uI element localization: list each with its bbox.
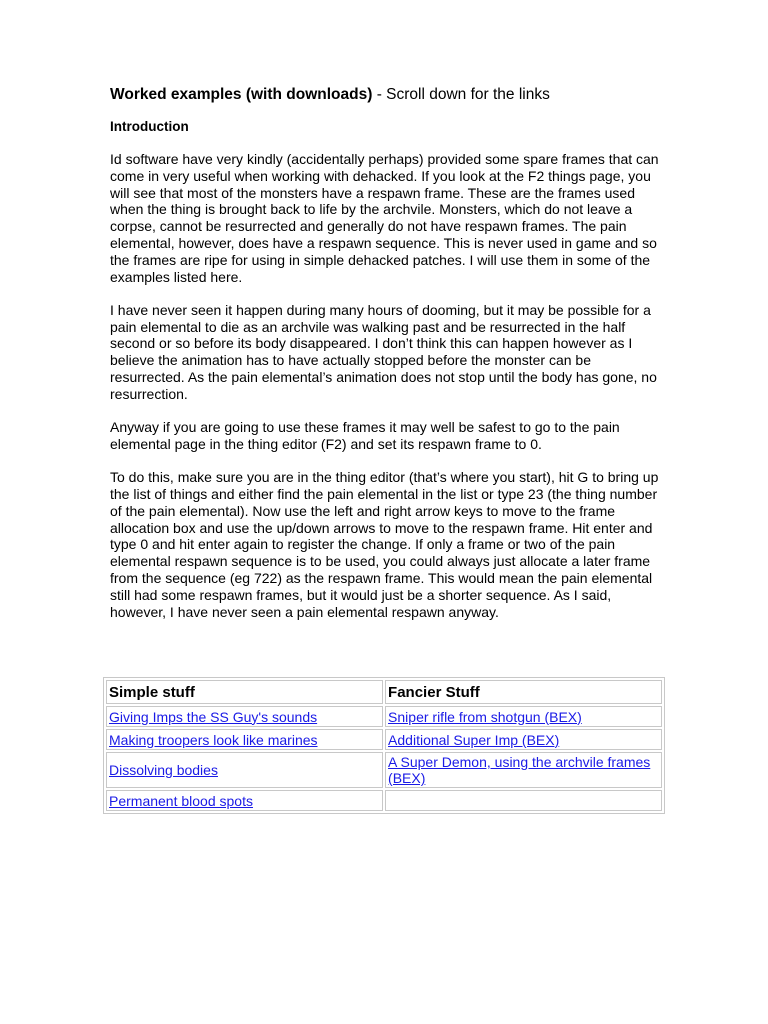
paragraph-4: To do this, make sure you are in the thing editor (that’s where you start), hit G to bring up the list of things and either find the pain elemental in the list or type 23 (the thing number of the pain elemental). Now use the left and right arrow keys to move to the frame allocation box and use the up/down arrows to move to the respawn frame. Hit enter and type 0 and hit enter again to register the change. If only a frame or two of the pain elemental respawn sequence is to be used, you could always just allocate a later frame from the sequence (eg 722) as the respawn frame. This would mean the pain elemental still had some respawn frames, but it would just be a shorter sequence. As I said, however, I have never seen a pain elemental respawn anyway. [110,469,659,620]
link-permanent-blood-spots[interactable]: Permanent blood spots [109,792,253,809]
table-row [106,752,662,788]
table-cell [106,790,383,811]
table-row [106,706,662,727]
link-sniper-rifle-from-shotgun[interactable]: Sniper rifle from shotgun (BEX) [388,708,582,725]
link-dissolving-bodies[interactable]: Dissolving bodies [109,762,218,778]
paragraph-3: Anyway if you are going to use these frames it may well be safest to go to the pain elemental page in the thing editor (F2) and set its respawn frame to 0. [110,419,620,452]
table-cell [385,706,662,727]
document-body [110,84,666,637]
table-cell-empty [385,790,662,811]
page-title-bold: Worked examples (with downloads) [110,86,373,103]
page-title-subtext: - Scroll down for the links [372,86,550,103]
table-cell [385,729,662,750]
paragraph-2: I have never seen it happen during many hours of dooming, but it may be possible for a pain elemental to die as an archvile was walking past and be resurrected in the half second or so before its body disappeared. I don’t think this can happen however as I believe the animation has to have actually stopped before the monster can be resurrected. As the pain elemental’s animation does not stop until the body has gone, no resurrection. [110,301,657,402]
table-header-simple-stuff: Simple stuff [106,680,383,704]
table-cell [385,752,662,788]
table-header-fancier-stuff: Fancier Stuff [385,680,662,704]
table-cell [106,752,383,788]
table-cell [106,706,383,727]
link-giving-imps-ss-guy-sounds[interactable]: Giving Imps the SS Guy's sounds [109,708,318,725]
page-title [110,84,666,106]
table-header-row [106,680,662,704]
link-super-demon-archvile-frames[interactable]: A Super Demon, using the archvile frames (BEX) [388,754,651,786]
link-making-troopers-look-like-marines[interactable]: Making troopers look like marines [109,731,318,748]
paragraph-1: Id software have very kindly (accidentally perhaps) provided some spare frames that can come in very useful when working with dehacked. If you look at the F2 things page, you will see that most of the monsters have a respawn frame. These are the frames used when the thing is brought back to life by the archvile. Monsters, which do not leave a corpse, cannot be resurrected and generally do not have respawn frames. The pain elemental, however, does have a respawn sequence. This is never used in game and so the frames are ripe for using in simple dehacked patches. I will use them in some of the examples listed here. [110,151,659,285]
table-row [106,790,662,811]
examples-links-table [103,677,665,814]
section-heading-introduction: Introduction [110,119,189,134]
table-row [106,729,662,750]
table-cell [106,729,383,750]
link-additional-super-imp[interactable]: Additional Super Imp (BEX) [388,731,560,748]
